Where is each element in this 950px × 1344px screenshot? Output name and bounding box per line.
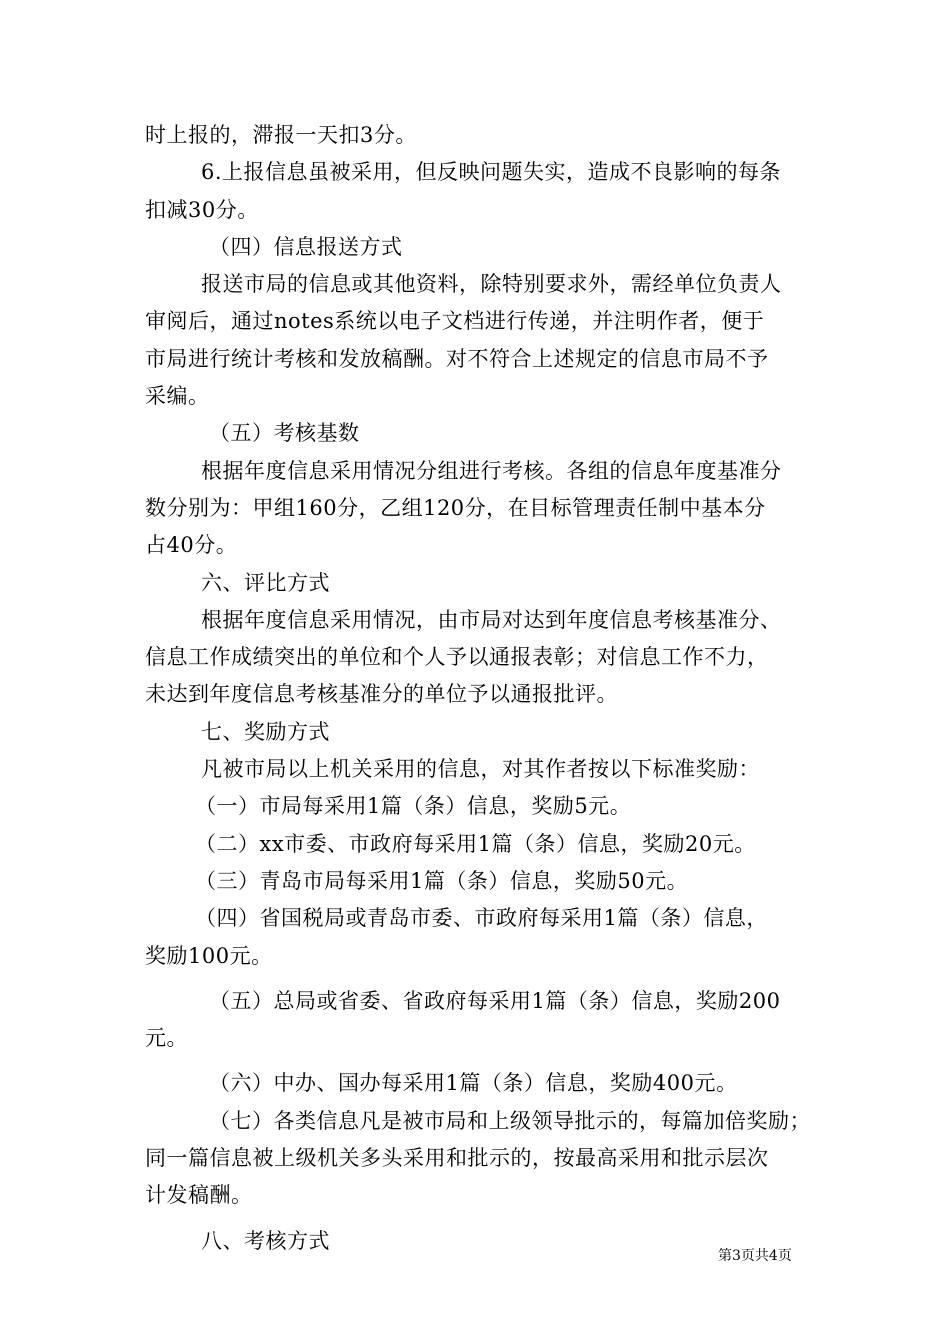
list-item: （四）省国税局或青岛市委、市政府每采用1篇（条）信息， xyxy=(195,906,768,931)
text-line: 时上报的，滞报一天扣3分。 xyxy=(145,123,417,147)
text-line: 同一篇信息被上级机关多头采用和批示的，按最高采用和批示层次 xyxy=(145,1146,769,1171)
section-heading: （四）信息报送方式 xyxy=(209,234,403,259)
text-line: 奖励100元。 xyxy=(145,943,273,968)
list-item: （七）各类信息凡是被市局和上级领导批示的，每篇加倍奖励； xyxy=(209,1108,811,1133)
section-heading: 八、考核方式 xyxy=(201,1228,330,1253)
document-body xyxy=(145,117,815,1260)
text-line: 凡被市局以上机关采用的信息，对其作者按以下标准奖励： xyxy=(201,757,760,782)
text-line: 根据年度信息采用情况，由市局对达到年度信息考核基准分、 xyxy=(201,607,782,632)
page-number-footer: 第3页共4页 xyxy=(718,1248,792,1264)
text-line: 采编。 xyxy=(145,384,210,409)
text-line: 6.上报信息虽被采用，但反映问题失实，造成不良影响的每条 xyxy=(201,160,782,185)
text-line: 市局进行统计考核和发放稿酬。对不符合上述规定的信息市局不予 xyxy=(145,346,769,371)
section-heading: （五）考核基数 xyxy=(209,421,360,446)
text-line: 扣减30分。 xyxy=(145,197,259,222)
list-item: （五）总局或省委、省政府每采用1篇（条）信息，奖励200 xyxy=(209,988,781,1013)
text-line: 根据年度信息采用情况分组进行考核。各组的信息年度基准分 xyxy=(201,458,782,483)
text-line: 元。 xyxy=(145,1026,188,1051)
list-item: （二）xx市委、市政府每采用1篇（条）信息，奖励20元。 xyxy=(195,831,756,856)
text-line: 审阅后，通过notes系统以电子文档进行传递，并注明作者，便于 xyxy=(145,309,765,334)
text-line: 计发稿酬。 xyxy=(145,1183,253,1208)
text-line: 占40分。 xyxy=(145,533,238,558)
list-item: （三）青岛市局每采用1篇（条）信息，奖励50元。 xyxy=(195,868,689,893)
text-line: 未达到年度信息考核基准分的单位予以通报批评。 xyxy=(145,682,618,707)
text-line: 信息工作成绩突出的单位和个人予以通报表彰；对信息工作不力， xyxy=(145,645,769,670)
section-heading: 七、奖励方式 xyxy=(201,719,330,744)
section-heading: 六、评比方式 xyxy=(201,570,330,595)
list-item: （六）中办、国办每采用1篇（条）信息，奖励400元。 xyxy=(209,1071,738,1096)
text-line: 数分别为：甲组160分，乙组120分，在目标管理责任制中基本分 xyxy=(145,495,766,520)
text-line: 报送市局的信息或其他资料，除特别要求外，需经单位负责人 xyxy=(201,272,782,297)
list-item: （一）市局每采用1篇（条）信息，奖励5元。 xyxy=(195,794,632,819)
